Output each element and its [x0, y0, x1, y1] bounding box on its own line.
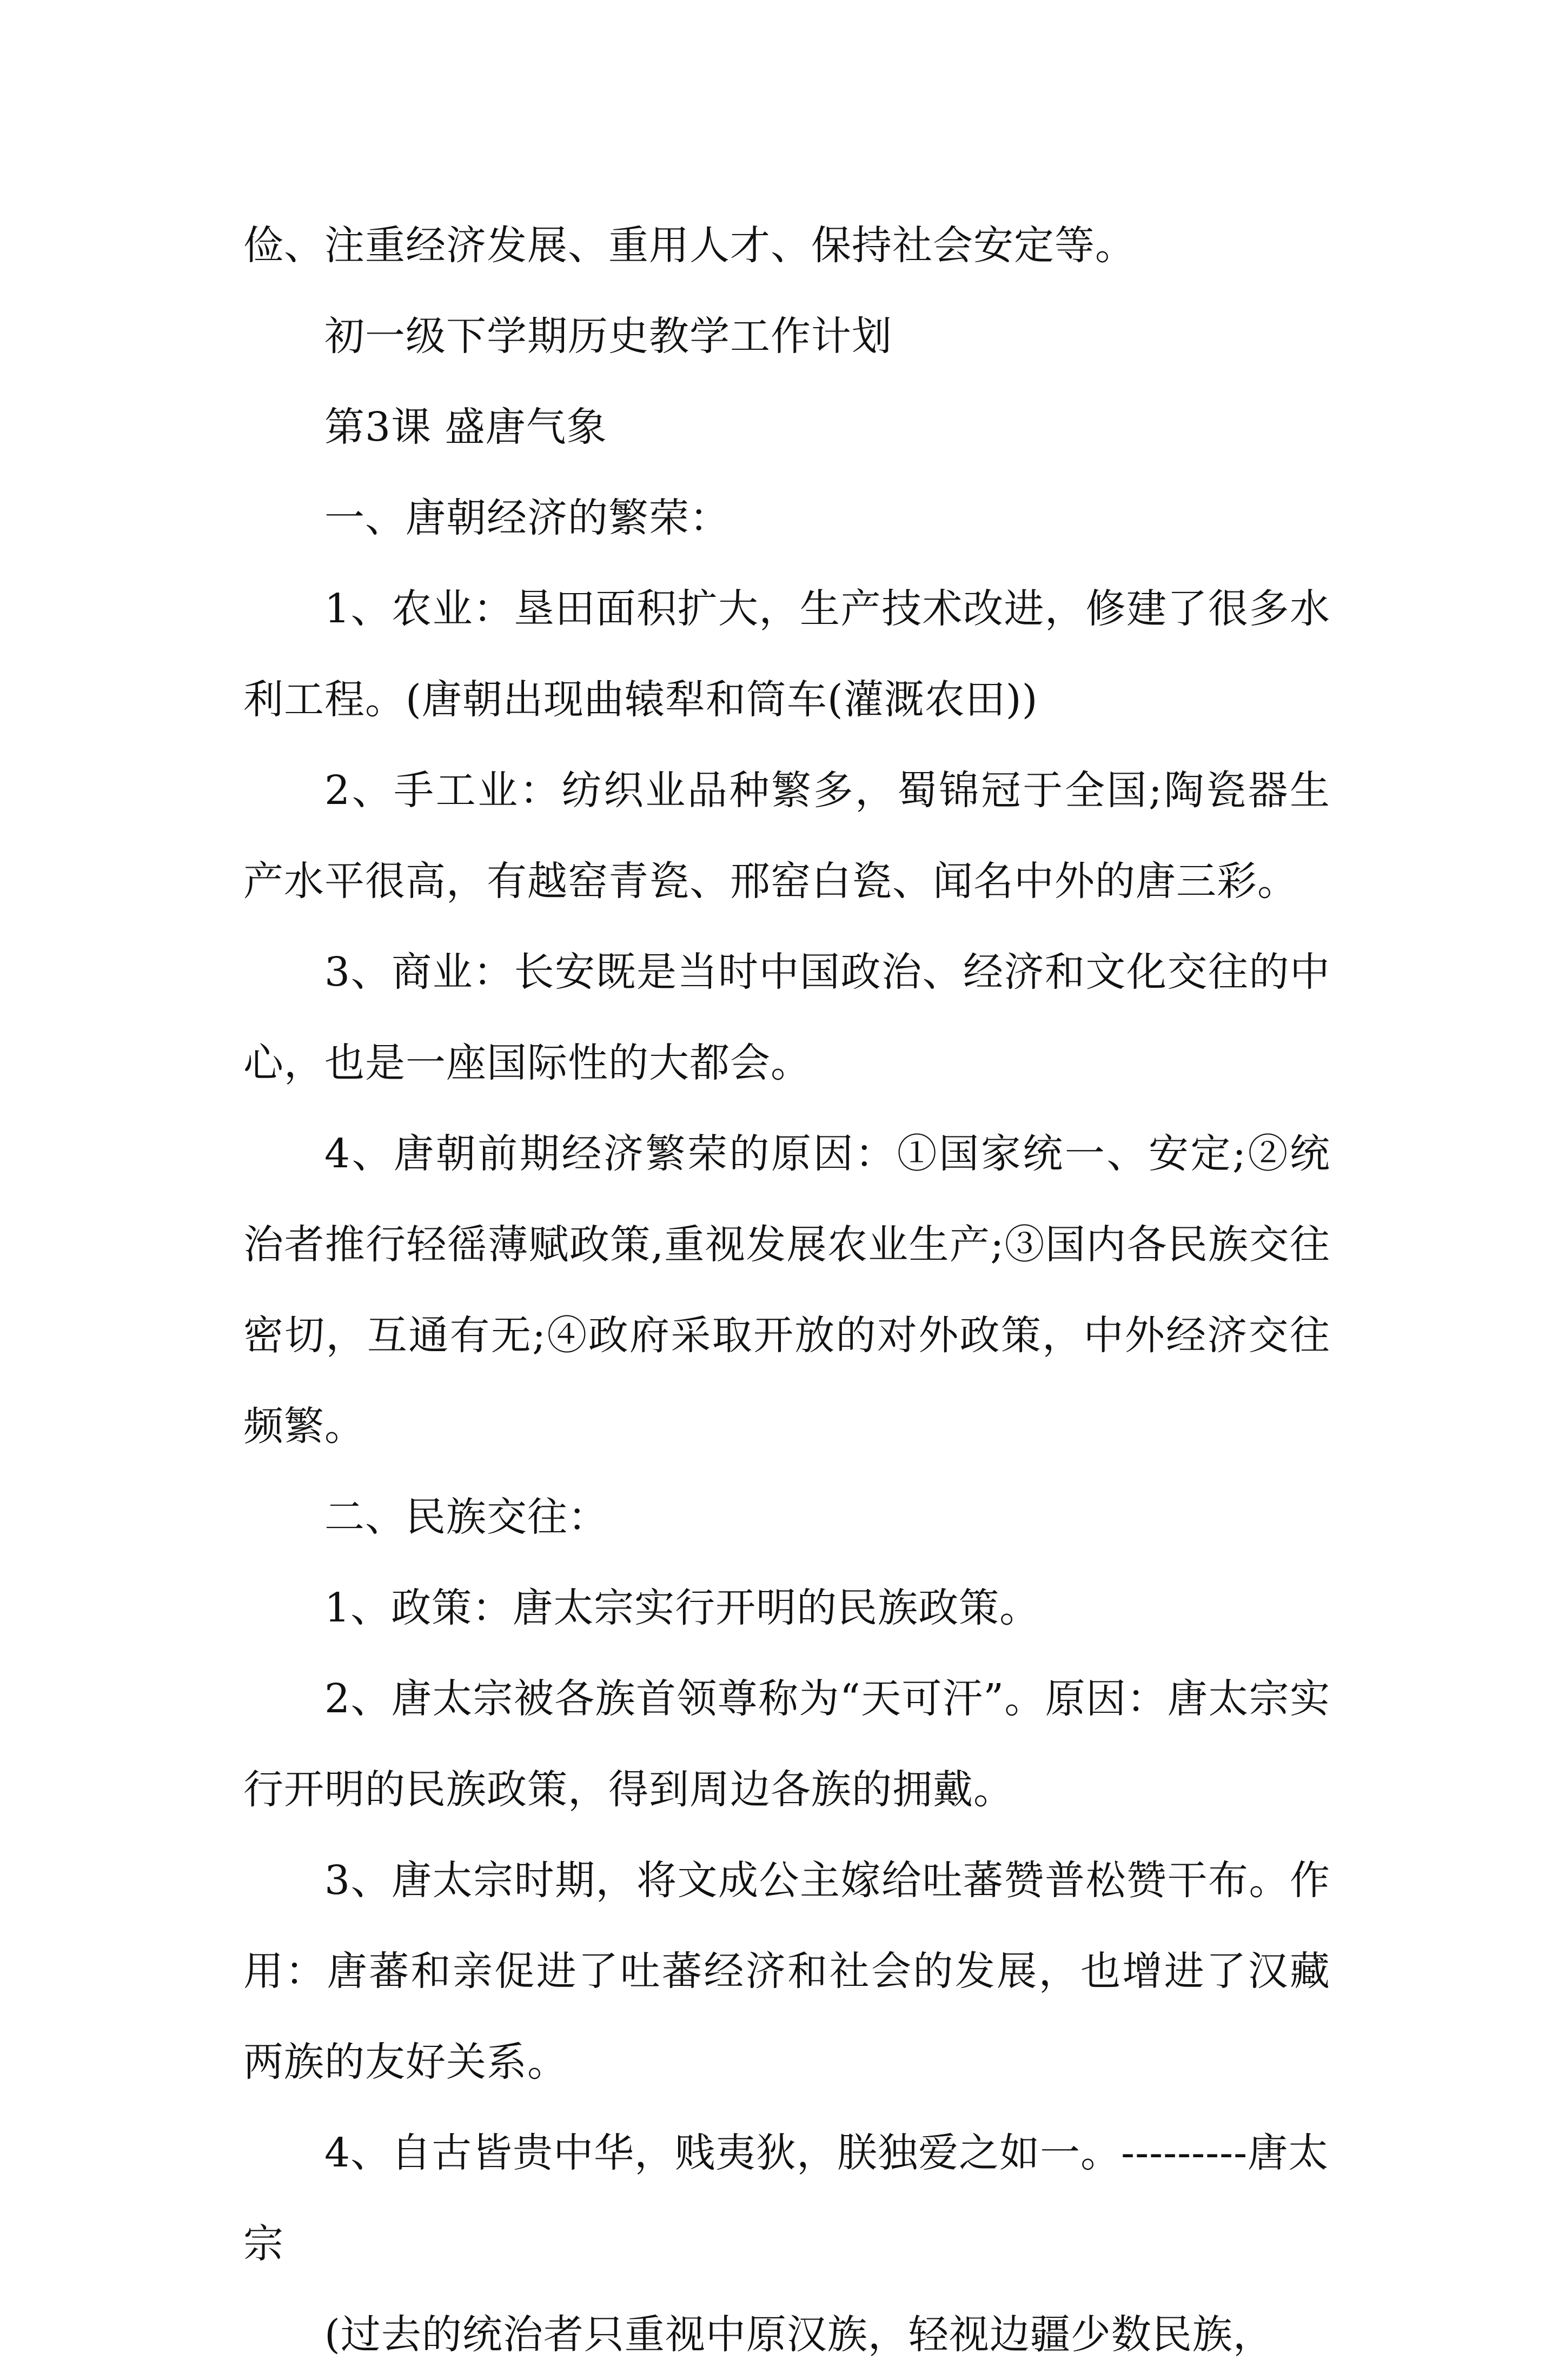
paragraph-lesson-title: 第3课 盛唐气象	[324, 404, 607, 450]
paragraph-continuation: 俭、注重经济发展、重用人才、保持社会安定等。	[243, 222, 1136, 269]
paragraph-agriculture: 1、农业：垦田面积扩大，生产技术改进，修建了很多水利工程。(唐朝出现曲辕犁和筒车(灌溉农田))	[243, 586, 1330, 723]
paragraph-quote: 4、自古皆贵中华，贱夷狄，朕独爱之如一。---------唐太宗	[243, 2130, 1329, 2267]
document-body	[243, 200, 1330, 2380]
paragraph-section-economy: 一、唐朝经济的繁荣：	[324, 495, 730, 541]
paragraph-handicraft: 2、手工业：纺织业品种繁多，蜀锦冠于全国;陶瓷器生产水平很高，有越窑青瓷、邢窑白瓷、闻名中外的唐三彩。	[243, 767, 1330, 905]
paragraph-tian-kehan: 2、唐太宗被各族首领尊称为“天可汗”。原因：唐太宗实行开明的民族政策，得到周边各族的拥戴。	[243, 1676, 1330, 1813]
paragraph-commerce: 3、商业：长安既是当时中国政治、经济和文化交往的中心，也是一座国际性的大都会。	[243, 949, 1330, 1086]
paragraph-prosperity-reasons: 4、唐朝前期经济繁荣的原因：①国家统一、安定;②统治者推行轻徭薄赋政策,重视发展农业生产;③国内各民族交往密切，互通有无;④政府采取开放的对外政策，中外经济交往频繁。	[243, 1131, 1330, 1450]
paragraph-wencheng: 3、唐太宗时期，将文成公主嫁给吐蕃赞普松赞干布。作用：唐蕃和亲促进了吐蕃经济和社会的发展，也增进了汉藏两族的友好关系。	[243, 1857, 1330, 2085]
paragraph-note: (过去的统治者只重视中原汉族，轻视边疆少数民族，	[324, 2311, 1274, 2358]
paragraph-policy: 1、政策：唐太宗实行开明的民族政策。	[324, 1585, 1040, 1631]
paragraph-section-ethnic: 二、民族交往：	[324, 1494, 608, 1540]
paragraph-plan-title: 初一级下学期历史教学工作计划	[324, 313, 892, 360]
